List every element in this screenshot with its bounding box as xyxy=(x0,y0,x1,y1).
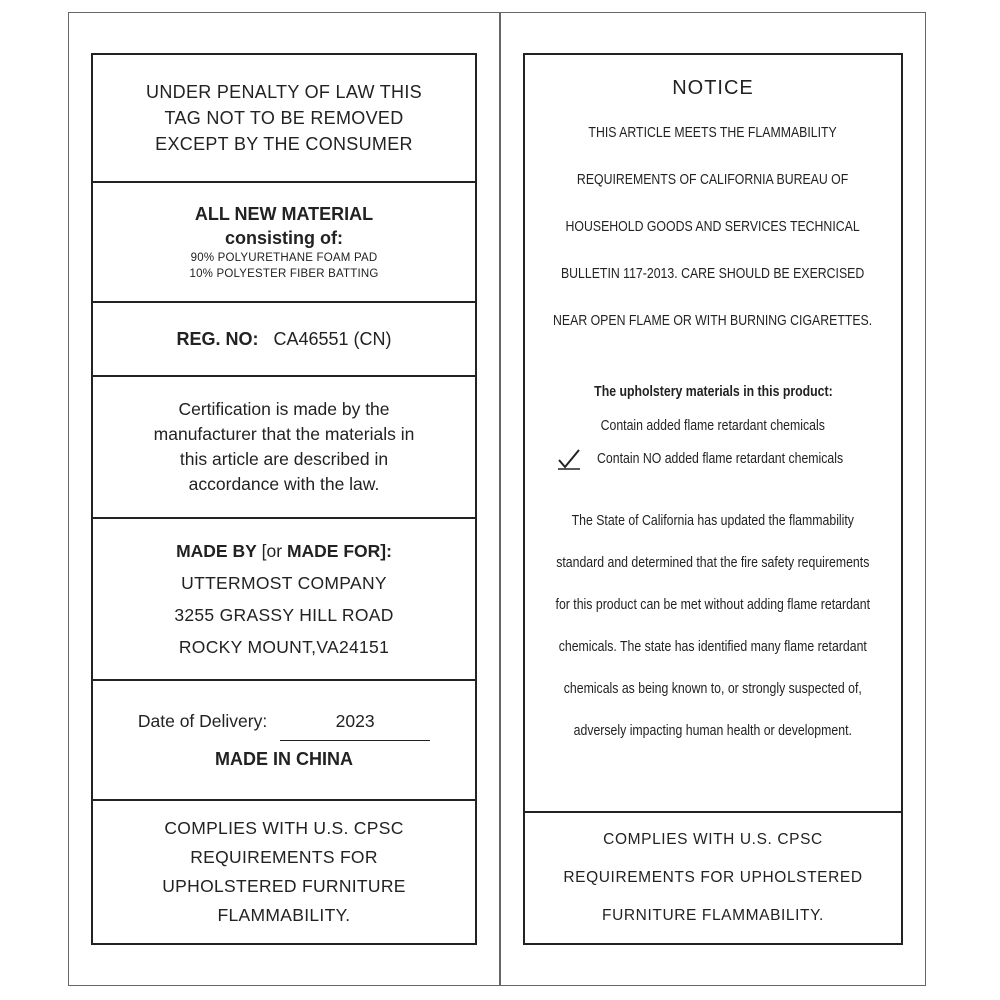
made-by-section xyxy=(93,519,475,681)
reg-line xyxy=(176,329,391,350)
material-item: 10% POLYESTER FIBER BATTING xyxy=(189,268,379,280)
company-name: UTTERMOST COMPANY xyxy=(181,573,387,593)
made-for-label: MADE FOR]: xyxy=(286,541,392,561)
delivery-line xyxy=(138,703,430,741)
address-line-1: 3255 GRASSY HILL ROAD xyxy=(174,605,394,625)
complies-line: UPHOLSTERED FURNITURE xyxy=(162,876,406,896)
complies-line: FLAMMABILITY. xyxy=(217,905,351,925)
delivery-label: Date of Delivery: xyxy=(137,711,268,731)
made-by-or: [or xyxy=(261,541,283,561)
upholstery-heading: The upholstery materials in this product: xyxy=(593,383,833,400)
material-heading: ALL NEW MATERIAL xyxy=(194,204,374,224)
right-tag-card xyxy=(500,12,926,986)
state-line: chemicals. The state has identified many flame retardant xyxy=(558,638,868,655)
checkmark-icon xyxy=(556,448,582,470)
right-tag-box xyxy=(523,53,903,945)
state-line: for this product can be met without adding flame retardant xyxy=(555,596,871,613)
penalty-line: TAG NOT TO BE REMOVED xyxy=(164,108,404,128)
state-line: standard and determined that the fire safety requirements xyxy=(556,554,870,571)
complies-line: REQUIREMENTS FOR UPHOLSTERED xyxy=(563,869,863,886)
state-line: chemicals as being known to, or strongly suspected of, xyxy=(563,680,863,697)
reg-label: REG. NO: xyxy=(176,328,259,349)
reg-section xyxy=(93,303,475,377)
option-added: Contain added flame retardant chemicals xyxy=(600,417,826,434)
consisting-label: consisting of: xyxy=(225,228,343,248)
notice-title: NOTICE xyxy=(672,77,754,99)
option-no-added-row xyxy=(556,446,870,472)
complies-section-right xyxy=(525,813,901,943)
delivery-section xyxy=(93,681,475,801)
made-by-label: MADE BY xyxy=(176,541,257,561)
notice-line: HOUSEHOLD GOODS AND SERVICES TECHNICAL xyxy=(565,218,861,235)
certification-line: manufacturer that the materials in xyxy=(153,424,415,444)
certification-section xyxy=(93,377,475,519)
complies-line: COMPLIES WITH U.S. CPSC xyxy=(603,831,823,848)
certification-line: accordance with the law. xyxy=(188,474,380,494)
certification-line: Certification is made by the xyxy=(178,399,390,419)
notice-line: REQUIREMENTS OF CALIFORNIA BUREAU OF xyxy=(577,171,849,188)
material-item: 90% POLYURETHANE FOAM PAD xyxy=(190,252,378,264)
notice-line: THIS ARTICLE MEETS THE FLAMMABILITY xyxy=(588,124,838,141)
notice-body xyxy=(518,109,907,344)
notice-line: BULLETIN 117-2013. CARE SHOULD BE EXERCISED xyxy=(561,265,865,282)
delivery-value: 2023 xyxy=(280,703,430,741)
notice-section xyxy=(525,55,901,813)
penalty-section xyxy=(93,55,475,183)
made-by-line xyxy=(176,535,392,567)
complies-line: COMPLIES WITH U.S. CPSC xyxy=(164,818,404,838)
material-section xyxy=(93,183,475,303)
notice-line: NEAR OPEN FLAME OR WITH BURNING CIGARETTES. xyxy=(553,312,873,329)
option-no-added: Contain NO added flame retardant chemicals xyxy=(596,450,844,467)
penalty-line: EXCEPT BY THE CONSUMER xyxy=(155,134,413,154)
state-body xyxy=(521,500,905,752)
left-tag-box xyxy=(91,53,477,945)
reg-value: CA46551 (CN) xyxy=(273,328,392,349)
left-tag-card xyxy=(68,12,500,986)
address-line-2: ROCKY MOUNT,VA24151 xyxy=(178,637,390,657)
made-in-label: MADE IN CHINA xyxy=(215,749,353,769)
complies-line: REQUIREMENTS FOR xyxy=(190,847,378,867)
complies-section-left xyxy=(93,801,475,943)
complies-line: FURNITURE FLAMMABILITY. xyxy=(602,907,824,924)
certification-line: this article are described in xyxy=(179,449,389,469)
state-line: The State of California has updated the flammability xyxy=(571,512,855,529)
penalty-line: UNDER PENALTY OF LAW THIS xyxy=(146,82,422,102)
state-line: adversely impacting human health or development. xyxy=(573,722,853,739)
